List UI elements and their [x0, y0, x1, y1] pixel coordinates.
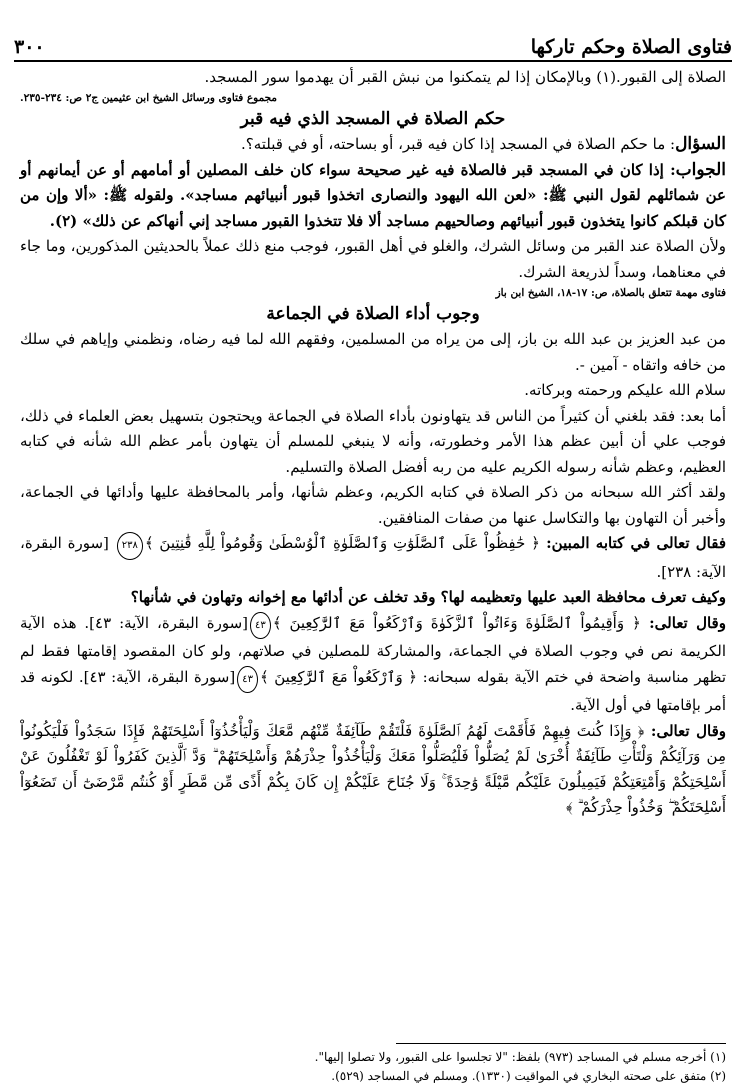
verse-intro: وقال تعالى:	[644, 721, 726, 740]
answer-text: : إذا كان في المسجد قبر فالصلاة فيه غير صحيحة سواء كان خلف المصلين أو أمامهم أو عن أيمانهم أو عن شمائلهم لقول النبي ﷺ: «لعن الله اليهود والنصارى اتخذوا قبور أنبيائهم مساجد». ولقوله ﷺ: «ألا وإن من كان قبلكم كانوا يتخذون قبور أنبيائهم وصالحيهم مساجد ألا فلا تتخذوا القبور مساجد إني أنهاكم عن ذلك» (٢).	[20, 160, 726, 230]
section-title: حكم الصلاة في المسجد الذي فيه قبر	[240, 109, 506, 129]
page-header	[14, 30, 732, 58]
verse-intro: وقال تعالى:	[640, 613, 726, 632]
verse-paragraph	[20, 531, 726, 585]
body-paragraph: سلام الله عليكم ورحمته وبركاته.	[524, 381, 726, 399]
page-body	[20, 65, 726, 821]
footnote: (٢) متفق على صحته البخاري في المواقيت (١٣٣٠). ومسلم في المساجد (٥٢٩).	[331, 1069, 726, 1083]
footnote-divider	[396, 1043, 726, 1044]
ayah-number-mark: ٤٣	[237, 666, 258, 694]
question-paragraph	[20, 132, 726, 158]
quran-verse: ﴿ وَإِذَا كُنتَ فِيهِمْ فَأَقَمْتَ لَهُمُ ٱلصَّلَوٰةَ فَلْتَقُمْ طَآئِفَةٌ مِّنْهُم مَّعَكَ وَلْيَأْخُذُوٓاْ أَسْلِحَتَهُمْ فَإِذَا سَجَدُواْ فَلْيَكُونُواْ مِن وَرَآئِكُمْ وَلْتَأْتِ طَآئِفَةٌ أُخْرَىٰ لَمْ يُصَلُّواْ فَلْيُصَلُّواْ مَعَكَ وَلْيَأْخُذُواْ حِذْرَهُمْ وَأَسْلِحَتَهُمْ ۗ وَدَّ ٱلَّذِينَ كَفَرُواْ لَوْ تَغْفُلُونَ عَنْ أَسْلِحَتِكُمْ وَأَمْتِعَتِكُمْ فَيَمِيلُونَ عَلَيْكُم مَّيْلَةً وَٰحِدَةً ۚ وَلَا جُنَاحَ عَلَيْكُمْ إِن كَانَ بِكُمْ أَذًى مِّن مَّطَرٍ أَوْ كُنتُم مَّرْضَىٰٓ أَن تَضَعُوٓاْ أَسْلِحَتَكُمْ ۖ وَخُذُواْ حِذْرَكُمْ ۗ ﴾	[20, 721, 726, 816]
quran-verse: ﴿ وَأَقِيمُواْ ٱلصَّلَوٰةَ وَءَاتُواْ ٱلزَّكَوٰةَ وَٱرْكَعُواْ مَعَ ٱلرَّٰكِعِينَ ﴾	[272, 613, 641, 632]
body-paragraph: وكيف تعرف محافظة العبد عليها وتعظيمه لها؟ وقد تخلف عن أدائها مع إخوانه وتهاون في شأنها؟	[130, 588, 726, 606]
header-divider	[14, 60, 732, 62]
verse-paragraph	[20, 611, 726, 719]
source-citation: مجموع فتاوى ورسائل الشيخ ابن عثيمين ج٢ ص: ٢٣٤-٢٣٥.	[20, 92, 278, 104]
body-paragraph: من عبد العزيز بن عبد الله بن باز، إلى من يراه من المسلمين، وفقهم الله لما فيه رضاه، ونظمني وإياهم في سلك من خافه واتقاه - آمين -.	[20, 330, 726, 374]
verse-reference: [سورة البقرة، الآية: ٢٣٨].	[20, 534, 726, 581]
verse-intro: فقال تعالى في كتابه المبين:	[539, 534, 726, 552]
verse-paragraph	[20, 719, 726, 821]
body-paragraph: ولأن الصلاة عند القبر من وسائل الشرك، والغلو في أهل القبور، فوجب منع ذلك عملاً بالحديثين المذكورين، وما جاء في معناهما، وسداً لذريعة الشرك.	[20, 237, 726, 281]
footnotes	[20, 1048, 726, 1086]
section-title: وجوب أداء الصلاة في الجماعة	[266, 304, 480, 324]
answer-label: الجواب	[675, 159, 726, 180]
verse-commentary: [سورة البقرة، الآية: ٤٣]. هذه الآية الكريمة نص في وجوب الصلاة في الجماعة، والمشاركة للمصلين في صلاتهم، ولو كان المقصود إقامتها فقط لم تظهر مناسبة واضحة في ختم الآية بقوله سبحانه:	[20, 613, 726, 686]
footnote: (١) أخرجه مسلم في المساجد (٩٧٣) بلفظ: "لا تجلسوا على القبور، ولا تصلوا إليها".	[314, 1050, 726, 1064]
question-text: : ما حكم الصلاة في المسجد إذا كان فيه قبر، أو بساحته، أو في قبلته؟.	[240, 135, 676, 153]
body-paragraph: أما بعد: فقد بلغني أن كثيراً من الناس قد يتهاونون بأداء الصلاة في الجماعة ويحتجون بتسهيل بعض العلماء في ذلك، فوجب علي أن أبين عظم هذا الأمر وخطورته، وأنه لا ينبغي للمسلم أن يتهاون بأمر عظم الله شأنه في كتابه العظيم، وعظم شأنه رسوله الكريم عليه من ربه أفضل الصلاة والتسليم.	[20, 406, 726, 476]
quran-verse: ﴿ وَٱرْكَعُواْ مَعَ ٱلرَّٰكِعِينَ ﴾	[259, 667, 418, 686]
running-title: فتاوى الصلاة وحكم تاركها	[530, 36, 732, 58]
continued-paragraph: الصلاة إلى القبور.(١) وبالإمكان إذا لم يتمكنوا من نبش القبر أن يهدموا سور المسجد.	[204, 68, 726, 86]
ayah-number-mark: ٤٣	[250, 612, 271, 640]
ayah-number-mark: ٢٣٨	[117, 532, 143, 560]
question-label: السؤال	[675, 134, 726, 154]
body-paragraph: ولقد أكثر الله سبحانه من ذكر الصلاة في كتابه الكريم، وعظم شأنها، وأمر بالمحافظة عليها وأدائها في الجماعة، وأخبر أن التهاون بها والتكاسل عنها من صفات المنافقين.	[20, 483, 726, 527]
quran-verse: ﴿ حَٰفِظُواْ عَلَى ٱلصَّلَوَٰتِ وَٱلصَّلَوٰةِ ٱلْوُسْطَىٰ وَقُومُواْ لِلَّهِ قَٰنِتِينَ ﴾	[144, 534, 540, 552]
verse-reference: [سورة البقرة، الآية: ٤٣]. لكونه قد أمر بإقامتها في أول الآية.	[20, 667, 726, 714]
answer-paragraph	[20, 158, 726, 235]
page-number: ٣٠٠	[14, 36, 45, 58]
source-citation: فتاوى مهمة تتعلق بالصلاة، ص: ١٧-١٨، الشيخ ابن باز	[495, 287, 726, 299]
